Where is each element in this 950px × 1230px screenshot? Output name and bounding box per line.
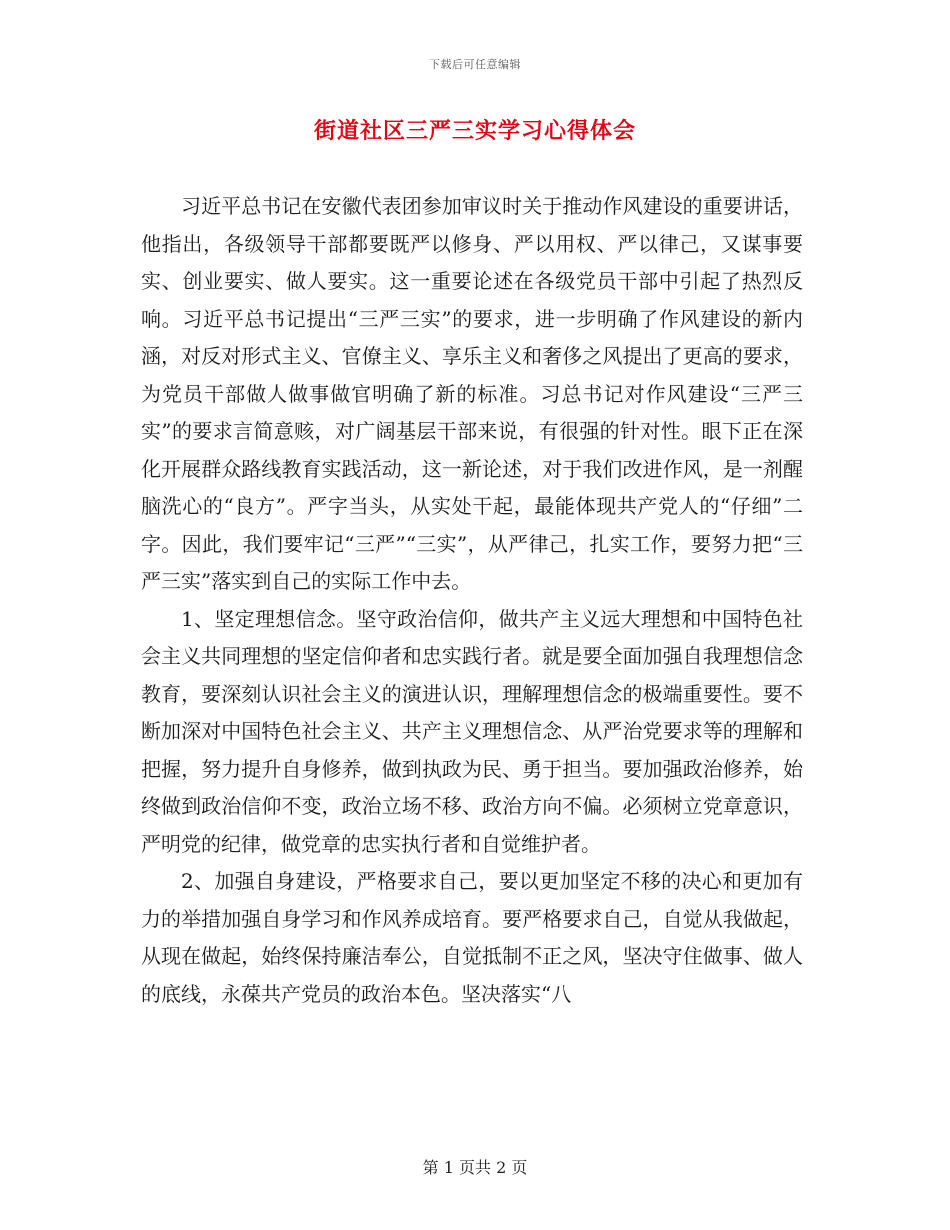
document-body [141,188,803,1013]
page-number: 第 1 页共 2 页 [422,1158,528,1177]
document-title: 街道社区三严三实学习心得体会 [313,118,636,144]
paragraph-point-1: 1、坚定理想信念。坚守政治信仰，做共产主义远大理想和中国特色社会主义共同理想的坚定信仰者和忠实践行者。就是要全面加强自我理想信念教育，要深刻认识社会主义的演进认识，理解理想信念的极端重要性。要不断加深对中国特色社会主义、共产主义理想信念、从严治党要求等的理解和把握，努力提升自身修养，做到执政为民、勇于担当。要加强政治修养，始终做到政治信仰不变，政治立场不移、政治方向不偏。必须树立党章意识，严明党的纪律，做党章的忠实执行者和自觉维护者。 [141,606,803,856]
paragraph-intro: 习近平总书记在安徽代表团参加审议时关于推动作风建设的重要讲话，他指出，各级领导干部都要既严以修身、严以用权、严以律己，又谋事要实、创业要实、做人要实。这一重要论述在各级党员干部中引起了热烈反响。习近平总书记提出“三严三实”的要求，进一步明确了作风建设的新内涵，对反对形式主义、官僚主义、享乐主义和奢侈之风提出了更高的要求，为党员干部做人做事做官明确了新的标准。习总书记对作风建设“三严三实”的要求言简意赅，对广阔基层干部来说，有很强的针对性。眼下正在深化开展群众路线教育实践活动，这一新论述，对于我们改进作风，是一剂醒脑洗心的“良方”。严字当头，从实处干起，最能体现共产党人的“仔细”二字。因此，我们要牢记“三严”“三实”，从严律己，扎实工作，要努力把“三严三实”落实到自己的实际工作中去。 [141,194,803,593]
header-note: 下载后可任意编辑 [429,58,521,71]
paragraph-point-2: 2、加强自身建设，严格要求自己，要以更加坚定不移的决心和更加有力的举措加强自身学习和作风养成培育。要严格要求自己，自觉从我做起，从现在做起，始终保持廉洁奉公，自觉抵制不正之风，坚决守住做事、做人的底线，永葆共产党员的政治本色。坚决落实“八 [141,869,803,1006]
